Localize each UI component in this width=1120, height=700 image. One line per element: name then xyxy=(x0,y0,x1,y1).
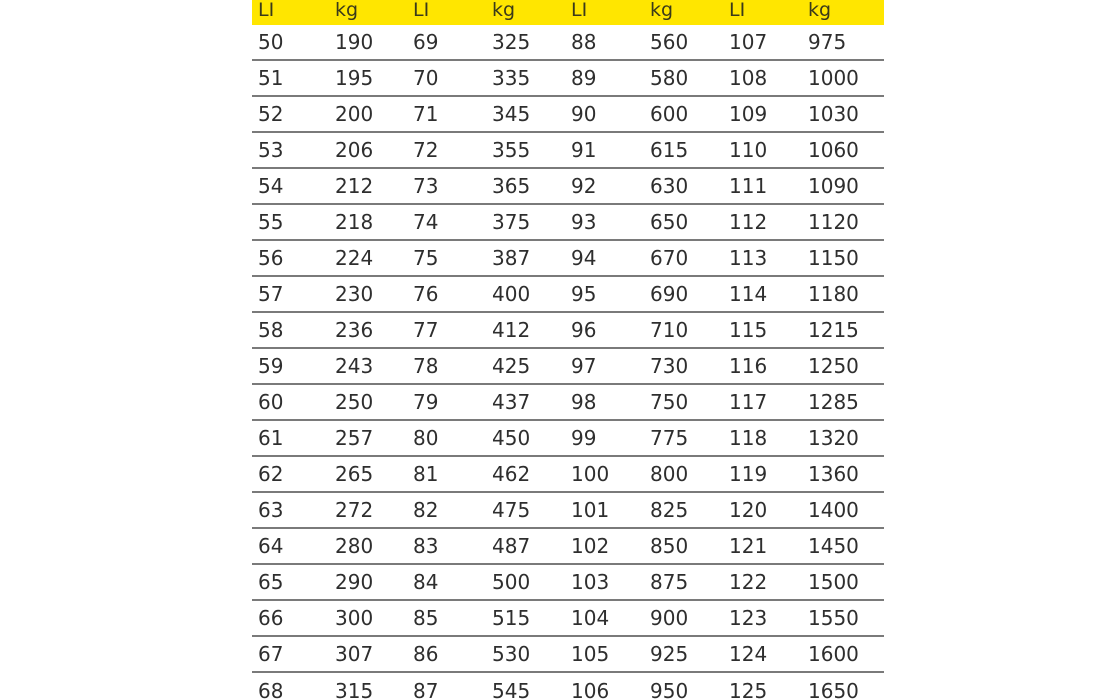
load-index-cell: 101 xyxy=(571,498,610,522)
load-kg-cell: 300 xyxy=(335,606,374,630)
load-index-cell: 113 xyxy=(729,246,768,270)
load-kg-cell: 1000 xyxy=(808,66,859,90)
table-row xyxy=(252,97,884,133)
load-index-cell: 106 xyxy=(571,679,610,700)
load-kg-cell: 365 xyxy=(492,174,531,198)
load-kg-cell: 200 xyxy=(335,102,374,126)
load-index-cell: 74 xyxy=(413,210,439,234)
load-index-cell: 93 xyxy=(571,210,597,234)
load-index-cell: 51 xyxy=(258,66,284,90)
load-kg-cell: 1060 xyxy=(808,138,859,162)
table-row xyxy=(252,61,884,97)
load-kg-cell: 650 xyxy=(650,210,689,234)
load-index-cell: 69 xyxy=(413,30,439,54)
load-kg-cell: 345 xyxy=(492,102,531,126)
load-kg-cell: 750 xyxy=(650,390,689,414)
load-kg-cell: 950 xyxy=(650,679,689,700)
load-kg-cell: 775 xyxy=(650,426,689,450)
load-index-cell: 56 xyxy=(258,246,284,270)
load-index-cell: 64 xyxy=(258,534,284,558)
header-cell-li: LI xyxy=(729,0,746,21)
load-kg-cell: 600 xyxy=(650,102,689,126)
header-cell-kg: kg xyxy=(335,0,359,21)
load-kg-cell: 280 xyxy=(335,534,374,558)
load-kg-cell: 545 xyxy=(492,679,531,700)
load-kg-cell: 1090 xyxy=(808,174,859,198)
load-index-cell: 102 xyxy=(571,534,610,558)
load-index-cell: 110 xyxy=(729,138,768,162)
load-index-cell: 81 xyxy=(413,462,439,486)
load-index-cell: 97 xyxy=(571,354,597,378)
load-index-cell: 98 xyxy=(571,390,597,414)
load-index-cell: 103 xyxy=(571,570,610,594)
table-row xyxy=(252,385,884,421)
load-kg-cell: 800 xyxy=(650,462,689,486)
load-kg-cell: 530 xyxy=(492,642,531,666)
load-kg-cell: 355 xyxy=(492,138,531,162)
load-index-cell: 125 xyxy=(729,679,768,700)
load-kg-cell: 387 xyxy=(492,246,531,270)
load-index-cell: 118 xyxy=(729,426,768,450)
load-index-cell: 75 xyxy=(413,246,439,270)
load-index-cell: 82 xyxy=(413,498,439,522)
load-index-cell: 95 xyxy=(571,282,597,306)
load-kg-cell: 190 xyxy=(335,30,374,54)
header-cell-li: LI xyxy=(413,0,430,21)
load-kg-cell: 1030 xyxy=(808,102,859,126)
load-kg-cell: 195 xyxy=(335,66,374,90)
load-index-cell: 104 xyxy=(571,606,610,630)
load-index-cell: 52 xyxy=(258,102,284,126)
load-index-cell: 96 xyxy=(571,318,597,342)
load-index-cell: 109 xyxy=(729,102,768,126)
load-kg-cell: 218 xyxy=(335,210,374,234)
load-kg-cell: 257 xyxy=(335,426,374,450)
load-kg-cell: 1650 xyxy=(808,679,859,700)
load-kg-cell: 450 xyxy=(492,426,531,450)
load-kg-cell: 1120 xyxy=(808,210,859,234)
load-kg-cell: 400 xyxy=(492,282,531,306)
load-kg-cell: 412 xyxy=(492,318,531,342)
load-kg-cell: 850 xyxy=(650,534,689,558)
load-kg-cell: 335 xyxy=(492,66,531,90)
load-kg-cell: 630 xyxy=(650,174,689,198)
load-index-cell: 91 xyxy=(571,138,597,162)
load-kg-cell: 710 xyxy=(650,318,689,342)
load-kg-cell: 1250 xyxy=(808,354,859,378)
load-kg-cell: 290 xyxy=(335,570,374,594)
table-row xyxy=(252,205,884,241)
load-index-cell: 116 xyxy=(729,354,768,378)
load-index-cell: 59 xyxy=(258,354,284,378)
table-row xyxy=(252,457,884,493)
load-index-cell: 111 xyxy=(729,174,768,198)
load-index-cell: 73 xyxy=(413,174,439,198)
load-kg-cell: 900 xyxy=(650,606,689,630)
table-row xyxy=(252,241,884,277)
load-index-table xyxy=(252,0,884,700)
load-kg-cell: 487 xyxy=(492,534,531,558)
load-index-cell: 50 xyxy=(258,30,284,54)
load-kg-cell: 1550 xyxy=(808,606,859,630)
load-kg-cell: 230 xyxy=(335,282,374,306)
load-index-cell: 63 xyxy=(258,498,284,522)
load-kg-cell: 272 xyxy=(335,498,374,522)
load-index-cell: 88 xyxy=(571,30,597,54)
load-index-cell: 79 xyxy=(413,390,439,414)
table-row xyxy=(252,277,884,313)
table-row xyxy=(252,637,884,673)
load-kg-cell: 615 xyxy=(650,138,689,162)
load-index-cell: 58 xyxy=(258,318,284,342)
table-row xyxy=(252,421,884,457)
load-kg-cell: 560 xyxy=(650,30,689,54)
load-kg-cell: 825 xyxy=(650,498,689,522)
load-kg-cell: 212 xyxy=(335,174,374,198)
load-kg-cell: 236 xyxy=(335,318,374,342)
table-row xyxy=(252,169,884,205)
load-index-cell: 92 xyxy=(571,174,597,198)
load-index-cell: 100 xyxy=(571,462,610,486)
load-index-cell: 53 xyxy=(258,138,284,162)
table-row xyxy=(252,529,884,565)
load-kg-cell: 1400 xyxy=(808,498,859,522)
load-kg-cell: 462 xyxy=(492,462,531,486)
load-index-cell: 123 xyxy=(729,606,768,630)
table-header-row xyxy=(252,0,884,25)
load-index-cell: 55 xyxy=(258,210,284,234)
load-kg-cell: 1215 xyxy=(808,318,859,342)
header-cell-kg: kg xyxy=(492,0,516,21)
load-index-cell: 86 xyxy=(413,642,439,666)
load-kg-cell: 1450 xyxy=(808,534,859,558)
table-row xyxy=(252,25,884,61)
load-index-cell: 85 xyxy=(413,606,439,630)
load-index-cell: 77 xyxy=(413,318,439,342)
load-index-cell: 61 xyxy=(258,426,284,450)
load-index-cell: 112 xyxy=(729,210,768,234)
table-row xyxy=(252,565,884,601)
load-kg-cell: 250 xyxy=(335,390,374,414)
load-index-cell: 107 xyxy=(729,30,768,54)
load-index-cell: 76 xyxy=(413,282,439,306)
load-index-cell: 117 xyxy=(729,390,768,414)
load-index-cell: 66 xyxy=(258,606,284,630)
load-kg-cell: 1285 xyxy=(808,390,859,414)
load-kg-cell: 206 xyxy=(335,138,374,162)
load-index-cell: 115 xyxy=(729,318,768,342)
load-index-cell: 54 xyxy=(258,174,284,198)
load-kg-cell: 475 xyxy=(492,498,531,522)
load-kg-cell: 375 xyxy=(492,210,531,234)
load-index-cell: 122 xyxy=(729,570,768,594)
load-kg-cell: 315 xyxy=(335,679,374,700)
table-row xyxy=(252,349,884,385)
load-index-cell: 83 xyxy=(413,534,439,558)
load-index-cell: 72 xyxy=(413,138,439,162)
load-index-cell: 108 xyxy=(729,66,768,90)
load-kg-cell: 730 xyxy=(650,354,689,378)
load-kg-cell: 1600 xyxy=(808,642,859,666)
load-kg-cell: 515 xyxy=(492,606,531,630)
load-kg-cell: 224 xyxy=(335,246,374,270)
load-index-cell: 114 xyxy=(729,282,768,306)
table-row xyxy=(252,493,884,529)
load-index-cell: 70 xyxy=(413,66,439,90)
load-index-cell: 62 xyxy=(258,462,284,486)
load-index-cell: 99 xyxy=(571,426,597,450)
load-index-cell: 119 xyxy=(729,462,768,486)
load-kg-cell: 925 xyxy=(650,642,689,666)
load-kg-cell: 325 xyxy=(492,30,531,54)
load-index-cell: 67 xyxy=(258,642,284,666)
load-index-cell: 84 xyxy=(413,570,439,594)
load-kg-cell: 265 xyxy=(335,462,374,486)
load-kg-cell: 500 xyxy=(492,570,531,594)
load-kg-cell: 1360 xyxy=(808,462,859,486)
header-cell-kg: kg xyxy=(808,0,832,21)
load-kg-cell: 975 xyxy=(808,30,847,54)
table-row xyxy=(252,673,884,700)
load-kg-cell: 437 xyxy=(492,390,531,414)
load-kg-cell: 307 xyxy=(335,642,374,666)
load-index-cell: 121 xyxy=(729,534,768,558)
load-kg-cell: 1500 xyxy=(808,570,859,594)
load-index-cell: 60 xyxy=(258,390,284,414)
load-index-cell: 124 xyxy=(729,642,768,666)
load-kg-cell: 690 xyxy=(650,282,689,306)
load-index-cell: 71 xyxy=(413,102,439,126)
load-kg-cell: 1150 xyxy=(808,246,859,270)
load-index-cell: 89 xyxy=(571,66,597,90)
load-index-cell: 94 xyxy=(571,246,597,270)
header-cell-kg: kg xyxy=(650,0,674,21)
load-kg-cell: 1180 xyxy=(808,282,859,306)
load-index-cell: 68 xyxy=(258,679,284,700)
load-index-cell: 78 xyxy=(413,354,439,378)
load-index-cell: 105 xyxy=(571,642,610,666)
load-index-cell: 80 xyxy=(413,426,439,450)
load-index-cell: 87 xyxy=(413,679,439,700)
load-index-cell: 120 xyxy=(729,498,768,522)
load-index-cell: 90 xyxy=(571,102,597,126)
load-kg-cell: 670 xyxy=(650,246,689,270)
load-index-cell: 57 xyxy=(258,282,284,306)
header-cell-li: LI xyxy=(571,0,588,21)
load-kg-cell: 243 xyxy=(335,354,374,378)
table-row xyxy=(252,601,884,637)
load-kg-cell: 1320 xyxy=(808,426,859,450)
table-row xyxy=(252,313,884,349)
table-body xyxy=(252,25,884,700)
table-row xyxy=(252,133,884,169)
load-kg-cell: 580 xyxy=(650,66,689,90)
load-kg-cell: 875 xyxy=(650,570,689,594)
header-cell-li: LI xyxy=(258,0,275,21)
load-index-cell: 65 xyxy=(258,570,284,594)
load-kg-cell: 425 xyxy=(492,354,531,378)
